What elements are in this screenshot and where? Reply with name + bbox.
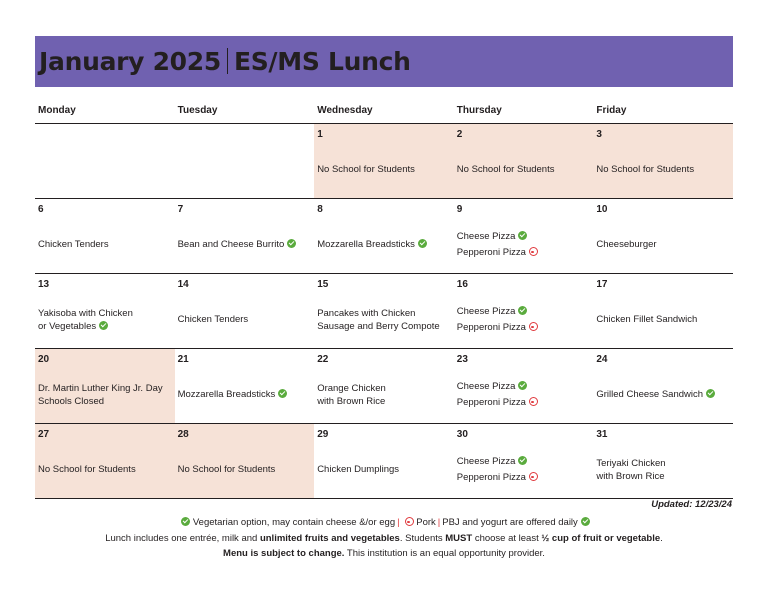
weekday-friday: Friday (596, 105, 627, 116)
vegetarian-icon (518, 381, 527, 390)
day-number: 9 (456, 204, 463, 215)
day-number: 31 (596, 429, 608, 440)
menu-items (596, 443, 730, 496)
day-cell (593, 349, 733, 423)
menu-item-text: Pepperoni Pizza (456, 397, 526, 408)
day-number: 7 (177, 204, 184, 215)
menu-item (317, 463, 451, 476)
day-number: 6 (38, 204, 44, 215)
footer-text: . (660, 532, 663, 544)
weekday-tuesday: Tuesday (177, 105, 218, 116)
footer-text: This institution is an equal opportunity provider. (344, 548, 545, 559)
menu-items (317, 443, 451, 496)
vegetarian-icon (278, 389, 287, 398)
menu-item (457, 455, 591, 468)
pork-icon (405, 517, 414, 526)
day-number: 29 (317, 429, 329, 440)
footer-text: Lunch includes one entrée, milk and (105, 532, 260, 544)
disclaimer-line (0, 546, 768, 562)
day-number: 21 (177, 354, 189, 365)
menu-items (457, 143, 591, 196)
title-banner (35, 36, 733, 87)
day-number: 24 (596, 354, 608, 365)
menu-items (178, 143, 312, 196)
calendar-week (35, 349, 733, 424)
calendar-week (35, 124, 733, 199)
day-cell (35, 274, 175, 348)
day-cell (175, 124, 315, 198)
menu-items (317, 143, 451, 196)
menu-item-text: Chicken Dumplings (317, 464, 400, 475)
calendar-week (35, 424, 733, 499)
day-cell (175, 349, 315, 423)
day-number: 8 (317, 204, 323, 215)
vegetarian-icon (518, 306, 527, 315)
day-cell (314, 349, 454, 423)
day-cell (175, 424, 315, 498)
menu-item (38, 307, 172, 333)
day-number: 28 (177, 429, 189, 440)
day-cell (454, 424, 594, 498)
calendar-week (35, 199, 733, 274)
day-cell (175, 274, 315, 348)
updated-date: Updated: 12/23/24 (651, 499, 732, 510)
day-cell (175, 199, 315, 273)
menu-item (457, 380, 591, 393)
pork-icon (529, 472, 538, 481)
day-cell (593, 274, 733, 348)
menu-item-text: Pepperoni Pizza (456, 472, 526, 483)
pork-icon (529, 397, 538, 406)
menu-items (38, 143, 172, 196)
menu-items (178, 293, 312, 346)
footer-text-bold: Menu is subject to change. (223, 548, 345, 559)
weekday-wednesday: Wednesday (317, 105, 373, 116)
menu-item-text: Pepperoni Pizza (456, 247, 526, 258)
menu-items (457, 218, 591, 271)
menu-item (178, 238, 312, 251)
day-cell (454, 124, 594, 198)
menu-item-text: Yakisoba with Chicken or Vegetables (38, 307, 133, 332)
menu-item-text: No School for Students (456, 164, 555, 175)
footer-text-bold: ½ cup of fruit or vegetable (541, 532, 661, 544)
menu-item-text: Cheese Pizza (456, 456, 516, 467)
menu-items (38, 443, 172, 496)
menu-items (596, 218, 730, 271)
day-number: 2 (456, 129, 463, 140)
legend-vegetarian: Vegetarian option, may contain cheese &/or egg (192, 517, 396, 528)
legend-pork: Pork (416, 517, 436, 528)
menu-item (178, 313, 312, 326)
menu-item (38, 238, 172, 251)
weekday-monday: Monday (38, 105, 76, 116)
menu-item (596, 313, 730, 326)
menu-items (596, 143, 730, 196)
day-number: 22 (317, 354, 329, 365)
title-divider (227, 48, 228, 74)
day-cell (593, 124, 733, 198)
menu-items (457, 293, 591, 346)
title-month: January 2025 (39, 47, 221, 76)
menu-item-text: No School for Students (317, 164, 415, 175)
menu-item (457, 246, 591, 259)
day-number: 20 (38, 354, 50, 365)
menu-items (178, 218, 312, 271)
pork-icon (529, 322, 538, 331)
menu-item-text: No School for Students (38, 464, 136, 475)
menu-item-text: Mozzarella Breadsticks (177, 389, 276, 400)
menu-items (317, 293, 451, 346)
menu-item-text: Chicken Tenders (177, 314, 249, 325)
menu-item (457, 305, 591, 318)
vegetarian-icon (706, 389, 715, 398)
menu-item-text: Orange Chicken with Brown Rice (317, 382, 386, 407)
menu-item-text: Cheese Pizza (456, 231, 516, 242)
footer-text: choose at least (472, 532, 542, 544)
weekday-header (35, 101, 733, 124)
menu-item (317, 307, 451, 333)
vegetarian-icon (99, 321, 108, 330)
menu-item-text: Cheese Pizza (456, 381, 516, 392)
page-title (39, 47, 411, 76)
vegetarian-icon (518, 231, 527, 240)
menu-item (317, 382, 451, 408)
day-cell (35, 124, 175, 198)
day-number: 15 (317, 279, 329, 290)
menu-item (178, 463, 312, 476)
footer-text: . Students (399, 532, 446, 544)
day-number: 3 (596, 129, 602, 140)
menu-item (178, 388, 312, 401)
legend-divider: | (397, 517, 400, 528)
menu-item (596, 388, 730, 401)
day-cell (314, 424, 454, 498)
vegetarian-icon (287, 239, 296, 248)
day-number: 27 (38, 429, 50, 440)
day-number: 16 (456, 279, 468, 290)
footer-text-bold: unlimited fruits and vegetables (259, 532, 400, 544)
day-number: 23 (456, 354, 468, 365)
day-number: 14 (177, 279, 189, 290)
menu-item-text: Cheese Pizza (456, 306, 516, 317)
menu-item-text: Pepperoni Pizza (456, 322, 526, 333)
menu-items (38, 218, 172, 271)
day-cell (314, 199, 454, 273)
menu-item (457, 163, 591, 176)
day-number: 17 (596, 279, 608, 290)
menu-item-text: Dr. Martin Luther King Jr. Day Schools Closed (38, 382, 163, 407)
day-cell (314, 274, 454, 348)
menu-items (317, 218, 451, 271)
footer-text-bold: MUST (445, 532, 473, 544)
menu-items (38, 293, 172, 346)
day-cell (454, 349, 594, 423)
day-cell (454, 274, 594, 348)
day-cell (35, 199, 175, 273)
menu-items (596, 368, 730, 421)
menu-item (457, 471, 591, 484)
menu-item-text: Teriyaki Chicken with Brown Rice (596, 457, 666, 482)
calendar-weeks (35, 124, 733, 499)
menu-items (457, 368, 591, 421)
menu-items (38, 368, 172, 421)
menu-item (317, 238, 451, 251)
vegetarian-icon (181, 517, 190, 526)
menu-item-text: Chicken Fillet Sandwich (596, 314, 698, 325)
vegetarian-icon (581, 517, 590, 526)
menu-item-text: Grilled Cheese Sandwich (596, 389, 704, 400)
vegetarian-icon (518, 456, 527, 465)
legend-divider: | (437, 517, 441, 528)
menu-item-text: Chicken Tenders (38, 239, 109, 250)
day-number: 13 (38, 279, 50, 290)
menu-item-text: Pancakes with Chicken Sausage and Berry Compote (317, 307, 440, 332)
weekday-thursday: Thursday (456, 105, 502, 116)
menu-item (457, 321, 591, 334)
menu-item (457, 230, 591, 243)
day-number: 1 (317, 129, 323, 140)
menu-items (178, 443, 312, 496)
pork-icon (529, 247, 538, 256)
menu-items (596, 293, 730, 346)
day-number: 10 (596, 204, 608, 215)
lunch-calendar (35, 101, 733, 499)
menu-item (596, 163, 730, 176)
menu-items (457, 443, 591, 496)
legend-line (0, 515, 768, 531)
day-cell (314, 124, 454, 198)
lunch-includes-line (0, 531, 768, 547)
menu-items (317, 368, 451, 421)
day-cell (35, 349, 175, 423)
day-number: 30 (456, 429, 468, 440)
menu-item-text: No School for Students (177, 464, 276, 475)
menu-item-text: Mozzarella Breadsticks (317, 239, 415, 250)
menu-footer (0, 515, 768, 562)
menu-item-text: Bean and Cheese Burrito (177, 239, 285, 250)
menu-item (457, 396, 591, 409)
menu-item (38, 463, 172, 476)
menu-item-text: Cheeseburger (596, 239, 657, 250)
menu-item (596, 457, 730, 483)
title-program: ES/MS Lunch (233, 47, 411, 76)
calendar-week (35, 274, 733, 349)
day-cell (35, 424, 175, 498)
menu-item (317, 163, 451, 176)
day-cell (593, 424, 733, 498)
menu-item (596, 238, 730, 251)
day-cell (593, 199, 733, 273)
day-cell (454, 199, 594, 273)
menu-items (178, 368, 312, 421)
menu-item-text: No School for Students (596, 164, 695, 175)
vegetarian-icon (418, 239, 427, 248)
legend-pbj: PBJ and yogurt are offered daily (442, 517, 578, 528)
menu-item (38, 382, 172, 408)
